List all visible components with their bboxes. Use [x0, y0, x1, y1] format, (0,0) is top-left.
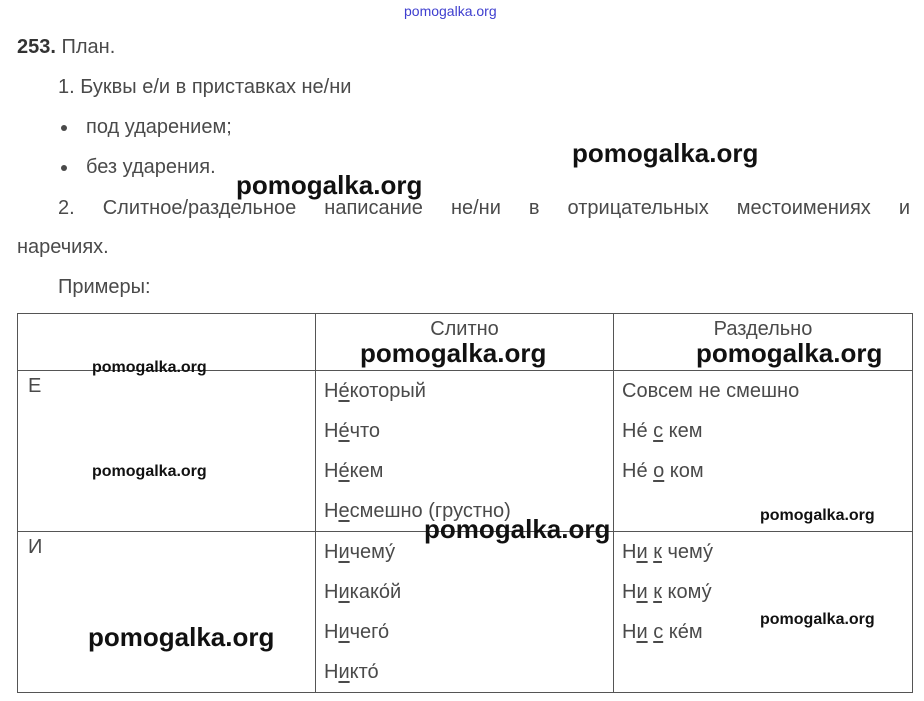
watermark: pomogalka.org — [572, 138, 759, 168]
watermark: pomogalka.org — [360, 338, 547, 368]
row-letter-e: Е — [18, 371, 316, 532]
merged-cell-i — [316, 532, 614, 693]
bullet-icon — [61, 165, 67, 171]
watermark-top: pomogalka.org — [404, 3, 497, 19]
example-word: Не́который — [324, 380, 426, 402]
header-merged: Слитно — [316, 314, 614, 371]
watermark: pomogalka.org — [760, 507, 875, 524]
example-phrase: Ни к чему́ — [622, 541, 714, 563]
example-word: Никако́й — [324, 581, 402, 603]
watermark: pomogalka.org — [92, 359, 207, 376]
example-word: Ничего́ — [324, 621, 390, 643]
row-letter-i: И — [18, 532, 316, 693]
watermark: pomogalka.org — [760, 611, 875, 628]
examples-label: Примеры: — [58, 276, 151, 298]
plan-item-2-line-2: наречиях. — [17, 236, 109, 258]
example-phrase: Не́ с кем — [622, 420, 703, 442]
example-word: Не́что — [324, 420, 381, 442]
header-separate: Раздельно — [614, 314, 913, 371]
example-phrase: Не́ о ком — [622, 460, 704, 482]
example-phrase: Совсем не смешно — [622, 380, 800, 402]
plan-item-1: 1. Буквы е/и в приставках не/ни — [58, 76, 352, 98]
watermark: pomogalka.org — [92, 463, 207, 480]
plan-bullet-1: под ударением; — [86, 116, 232, 138]
bullet-icon — [61, 125, 67, 131]
task-number: 253. — [17, 36, 56, 58]
watermark: pomogalka.org — [236, 170, 423, 200]
plan-bullet-2: без ударения. — [86, 156, 216, 178]
example-word: Не́кем — [324, 460, 384, 482]
example-word: Ничему́ — [324, 541, 396, 563]
example-word: Никто́ — [324, 661, 379, 683]
example-word: Несмешно (грустно) — [324, 500, 511, 522]
task-title: План. — [61, 36, 116, 58]
task-heading — [17, 36, 115, 59]
example-phrase: Ни к кому́ — [622, 581, 712, 603]
watermark: pomogalka.org — [88, 622, 275, 652]
merged-cell-e — [316, 371, 614, 532]
watermark: pomogalka.org — [696, 338, 883, 368]
watermark: pomogalka.org — [424, 514, 611, 544]
plan-item-2-line-1: 2. Слитное/раздельное написание не/ни в отрицательных местоимениях и — [58, 197, 910, 219]
example-phrase: Ни с ке́м — [622, 621, 703, 643]
